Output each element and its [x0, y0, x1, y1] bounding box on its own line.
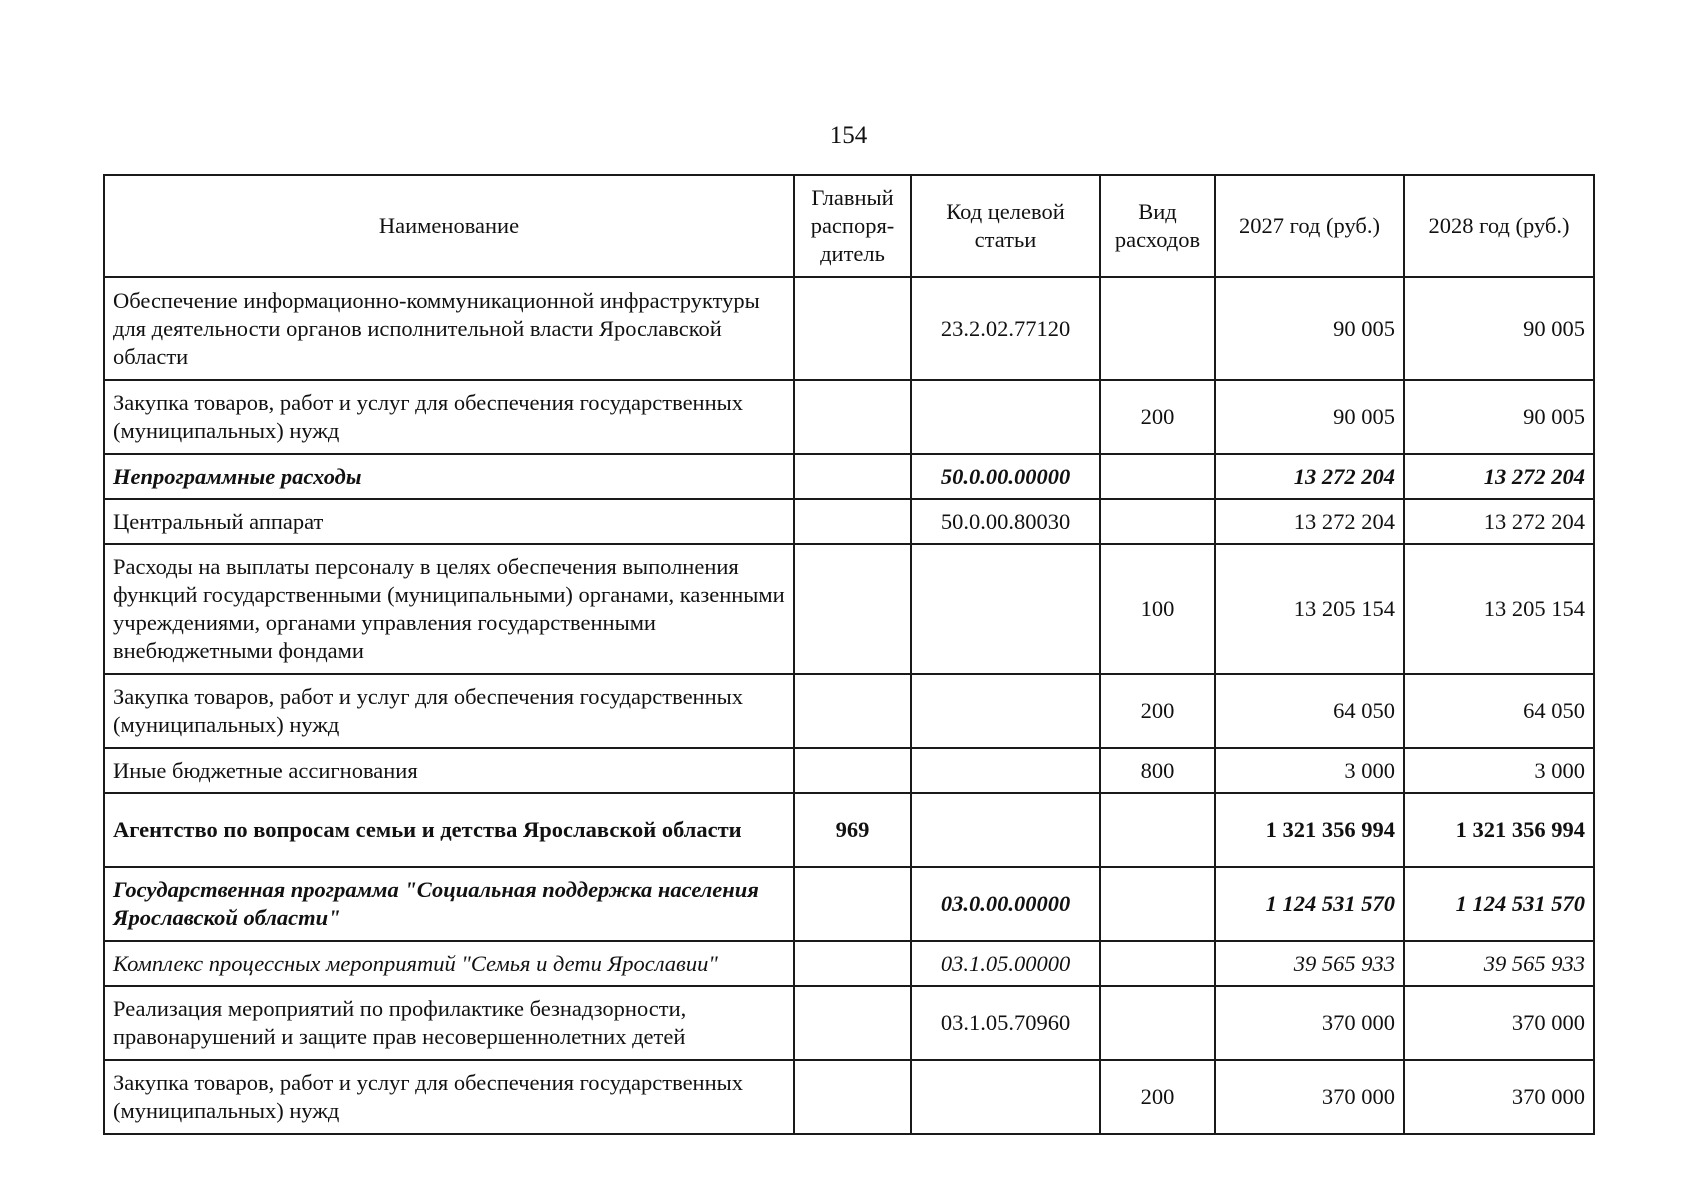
- cell-code: 03.0.00.00000: [911, 867, 1100, 941]
- table-row: [104, 454, 1594, 499]
- header-admin: Главный распоря-дитель: [794, 175, 911, 277]
- cell-2028: 13 205 154: [1404, 544, 1594, 674]
- cell-admin: [794, 454, 911, 499]
- header-2028: 2028 год (руб.): [1404, 175, 1594, 277]
- table-row: [104, 380, 1594, 454]
- cell-2028: 90 005: [1404, 380, 1594, 454]
- cell-expense-type: 800: [1100, 748, 1215, 793]
- cell-name: Обеспечение информационно-коммуникационной инфраструктуры для деятельности органов исполнительной власти Ярославской области: [104, 277, 794, 380]
- cell-expense-type: [1100, 986, 1215, 1060]
- table-row: [104, 941, 1594, 986]
- page-number: 154: [829, 122, 868, 149]
- cell-2027: 64 050: [1215, 674, 1404, 748]
- cell-code: 03.1.05.00000: [911, 941, 1100, 986]
- cell-2027: 13 272 204: [1215, 454, 1404, 499]
- cell-2028: 64 050: [1404, 674, 1594, 748]
- cell-2027: 370 000: [1215, 986, 1404, 1060]
- cell-name: Непрограммные расходы: [104, 454, 794, 499]
- cell-admin: [794, 1060, 911, 1134]
- cell-name: Комплекс процессных мероприятий "Семья и дети Ярославии": [104, 941, 794, 986]
- table-row: [104, 544, 1594, 674]
- cell-expense-type: 200: [1100, 380, 1215, 454]
- cell-admin: [794, 867, 911, 941]
- cell-code: 50.0.00.80030: [911, 499, 1100, 544]
- cell-expense-type: 200: [1100, 674, 1215, 748]
- cell-2027: 3 000: [1215, 748, 1404, 793]
- cell-expense-type: [1100, 941, 1215, 986]
- table-row: [104, 748, 1594, 793]
- header-2027: 2027 год (руб.): [1215, 175, 1404, 277]
- cell-2027: 13 272 204: [1215, 499, 1404, 544]
- header-name: Наименование: [104, 175, 794, 277]
- cell-2028: 13 272 204: [1404, 499, 1594, 544]
- cell-admin: [794, 277, 911, 380]
- cell-admin: 969: [794, 793, 911, 867]
- cell-name: Расходы на выплаты персоналу в целях обеспечения выполнения функций государственными (муниципальными) органами, казенными учреждениями, органами управления государственными внебюджетными фондами: [104, 544, 794, 674]
- cell-admin: [794, 986, 911, 1060]
- cell-name: Закупка товаров, работ и услуг для обеспечения государственных (муниципальных) нужд: [104, 674, 794, 748]
- cell-2028: 370 000: [1404, 1060, 1594, 1134]
- cell-name: Центральный аппарат: [104, 499, 794, 544]
- header-code: Код целевой статьи: [911, 175, 1100, 277]
- cell-name: Реализация мероприятий по профилактике безнадзорности, правонарушений и защите прав несовершеннолетних детей: [104, 986, 794, 1060]
- cell-2028: 370 000: [1404, 986, 1594, 1060]
- table-row: [104, 499, 1594, 544]
- cell-code: [911, 544, 1100, 674]
- cell-expense-type: [1100, 454, 1215, 499]
- cell-2028: 90 005: [1404, 277, 1594, 380]
- cell-2028: 3 000: [1404, 748, 1594, 793]
- cell-2028: 13 272 204: [1404, 454, 1594, 499]
- cell-expense-type: 100: [1100, 544, 1215, 674]
- cell-admin: [794, 380, 911, 454]
- cell-expense-type: [1100, 277, 1215, 380]
- cell-expense-type: [1100, 793, 1215, 867]
- cell-2028: 1 124 531 570: [1404, 867, 1594, 941]
- cell-2027: 90 005: [1215, 380, 1404, 454]
- cell-2027: 370 000: [1215, 1060, 1404, 1134]
- table-header-row: [104, 175, 1594, 277]
- cell-code: 23.2.02.77120: [911, 277, 1100, 380]
- cell-admin: [794, 544, 911, 674]
- cell-admin: [794, 674, 911, 748]
- cell-admin: [794, 499, 911, 544]
- header-expense-type: Вид расходов: [1100, 175, 1215, 277]
- cell-code: [911, 380, 1100, 454]
- cell-2027: 39 565 933: [1215, 941, 1404, 986]
- table-row: [104, 986, 1594, 1060]
- cell-2027: 90 005: [1215, 277, 1404, 380]
- cell-2027: 1 124 531 570: [1215, 867, 1404, 941]
- cell-expense-type: [1100, 867, 1215, 941]
- cell-code: [911, 1060, 1100, 1134]
- cell-name: Закупка товаров, работ и услуг для обеспечения государственных (муниципальных) нужд: [104, 380, 794, 454]
- table-row: [104, 674, 1594, 748]
- cell-code: [911, 748, 1100, 793]
- cell-name: Закупка товаров, работ и услуг для обеспечения государственных (муниципальных) нужд: [104, 1060, 794, 1134]
- cell-2028: 1 321 356 994: [1404, 793, 1594, 867]
- cell-expense-type: [1100, 499, 1215, 544]
- cell-2028: 39 565 933: [1404, 941, 1594, 986]
- cell-name: Государственная программа "Социальная поддержка населения Ярославской области": [104, 867, 794, 941]
- cell-name: Иные бюджетные ассигнования: [104, 748, 794, 793]
- cell-code: [911, 674, 1100, 748]
- cell-2027: 13 205 154: [1215, 544, 1404, 674]
- table-row: [104, 277, 1594, 380]
- table-row: [104, 793, 1594, 867]
- cell-code: [911, 793, 1100, 867]
- cell-code: 03.1.05.70960: [911, 986, 1100, 1060]
- cell-admin: [794, 941, 911, 986]
- table-row: [104, 1060, 1594, 1134]
- table-row: [104, 867, 1594, 941]
- cell-admin: [794, 748, 911, 793]
- cell-2027: 1 321 356 994: [1215, 793, 1404, 867]
- cell-code: 50.0.00.00000: [911, 454, 1100, 499]
- cell-expense-type: 200: [1100, 1060, 1215, 1134]
- cell-name: Агентство по вопросам семьи и детства Ярославской области: [104, 793, 794, 867]
- budget-table: [103, 174, 1595, 1135]
